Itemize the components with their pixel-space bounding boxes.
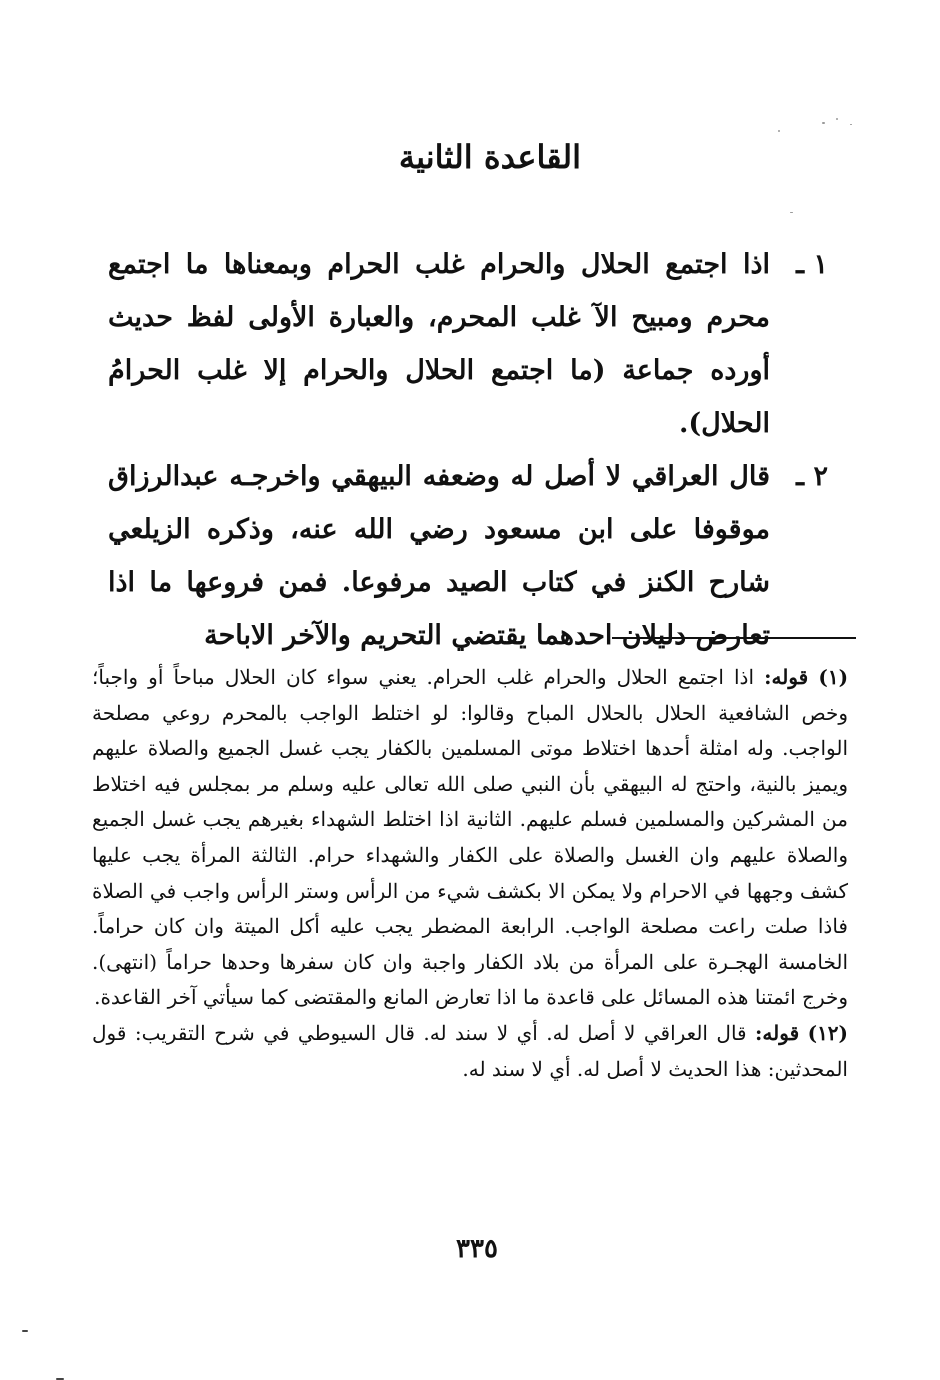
list-item: [108, 450, 828, 662]
item-number: ٢ ـ: [796, 461, 828, 492]
footnote: [92, 1016, 848, 1087]
scan-speck: [850, 124, 852, 125]
scan-speck: [22, 1330, 28, 1332]
footnotes: [92, 660, 848, 1087]
item-text: اذا اجتمع الحلال والحرام غلب الحرام وبمعناها ما اجتمع محرم ومبيح الآ غلب المحرم، والعبارة الأولى لفظ حديث أورده جماعة (ما اجتمع الحلال والحرام إلا غلب الحرامُ الحلال).: [108, 249, 770, 439]
footnote-separator: [612, 637, 856, 639]
scan-speck: [836, 118, 838, 120]
footnote-number: (١): [818, 665, 849, 689]
scan-speck: [778, 130, 780, 132]
main-text: [108, 238, 828, 662]
footnote-keyword: قوله:: [764, 665, 809, 689]
footnote-text: اذا اجتمع الحلال والحرام غلب الحرام. يعني سواء كان الحلال مباحاً أو واجباً؛ وخص الشافعية الحلال بالحلال المباح وقالوا: لو اختلط الواجب بالمحرم روعي مصلحة الواجب. وله امثلة أحدها اختلاط موتى المسلمين بالكفار يجب غسل الجميع والصلاة عليهم ويميز بالنية، واحتج له البيهقي بأن النبي صلى الله تعالى عليه وسلم مر بمجلس فيه اختلاط من المشركين والمسلمين فسلم عليهم. الثانية اذا اختلط الشهداء بغيرهم يجب غسل الجميع والصلاة عليهم وان الغسل والصلاة على الكفار والشهداء حرام. الثالثة المرأة يجب عليها كشف وجهها في الاحرام ولا يمكن الا بكشف شيء من الرأس وستر الرأس واجب في الصلاة فاذا صلت راعت مصلحة الواجب. الرابعة المضطر يجب عليه أكل الميتة وان كان حراماً. الخامسة الهجـرة على المرأة من بلاد الكفار واجبة وان كان سفرها وحدها حراماً (انتهى). وخرج ائمتنا هذه المسائل على قاعدة ما اذا تعارض المانع والمقتضى كما سيأتي آخر القاعدة.: [92, 665, 849, 1010]
scan-speck: [790, 212, 793, 213]
item-text: قال العراقي لا أصل له وضعفه البيهقي واخرجـه عبدالرزاق موقوفا على ابن مسعود رضي الله عنه، وذكره الزيلعي شارح الكنز في كتاب الصيد مرفوعا. فمن فروعها ما اذا تعارض دليلان احدهما يقتضي التحريم والآخر الاباحة: [108, 461, 770, 651]
footnote: [92, 660, 848, 1016]
footnote-text: قال العراقي لا أصل له. أي لا سند له. قال السيوطي في شرح التقريب: قول المحدثين: هذا الحديث لا أصل له. أي لا سند له.: [92, 1020, 848, 1081]
item-number: ١ ـ: [796, 249, 828, 280]
footnote-number: (١٢): [807, 1020, 849, 1045]
page-title: القاعدة الثانية: [398, 138, 582, 176]
list-item: [108, 238, 828, 450]
scan-speck: [822, 122, 825, 124]
page-number: ٣٣٥: [456, 1234, 498, 1264]
footnote-keyword: قوله:: [755, 1020, 800, 1045]
